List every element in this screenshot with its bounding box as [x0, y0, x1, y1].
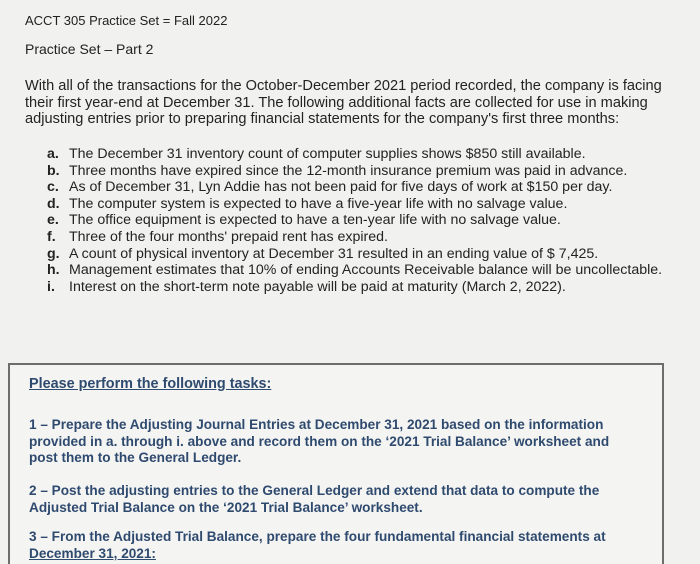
task-1: [29, 417, 649, 467]
task-3: [29, 529, 649, 562]
fact-text: The office equipment is expected to have a ten-year life with no salvage value.: [69, 212, 561, 229]
fact-text: The December 31 inventory count of computer supplies shows $850 still available.: [69, 146, 586, 162]
fact-item: [47, 146, 697, 163]
task-line: December 31, 2021:: [29, 545, 156, 561]
fact-text: Management estimates that 10% of ending Accounts Receivable balance will be uncollectable.: [69, 262, 663, 279]
adjustment-facts-list: [47, 146, 697, 295]
fact-text: A count of physical inventory at December 31 resulted in an ending value of $ 7,425.: [69, 245, 599, 262]
fact-letter: i.: [47, 278, 55, 295]
tasks-box: [8, 363, 664, 564]
task-line: provided in a. through i. above and record them on the ‘2021 Trial Balance’ worksheet and: [29, 433, 610, 449]
fact-letter: b.: [47, 162, 60, 179]
fact-letter: a.: [47, 146, 59, 162]
task-line: Adjusted Trial Balance on the ‘2021 Trial Balance’ worksheet.: [29, 499, 423, 515]
fact-item: [47, 179, 697, 196]
fact-item: [47, 246, 697, 263]
fact-letter: h.: [47, 262, 60, 279]
fact-letter: e.: [47, 212, 59, 229]
task-line: 3 – From the Adjusted Trial Balance, prepare the four fundamental financial statements at: [29, 529, 606, 544]
tasks-heading: Please perform the following tasks:: [29, 376, 272, 392]
fact-text: Three months have expired since the 12-month insurance premium was paid in advance.: [69, 162, 628, 179]
fact-text: As of December 31, Lyn Addie has not been paid for five days of work at $150 per day.: [69, 179, 613, 196]
fact-text: The computer system is expected to have a five-year life with no salvage value.: [69, 195, 568, 212]
fact-item: [47, 229, 697, 246]
task-line: 1 – Prepare the Adjusting Journal Entries at December 31, 2021 based on the information: [29, 417, 604, 432]
fact-text: Interest on the short-term note payable will be paid at maturity (March 2, 2022).: [69, 278, 566, 295]
fact-letter: d.: [47, 195, 60, 212]
fact-letter: c.: [47, 179, 59, 196]
fact-item: [47, 279, 697, 296]
task-2: [29, 483, 649, 516]
document-header-title: ACCT 305 Practice Set = Fall 2022: [25, 13, 228, 28]
intro-line: With all of the transactions for the October-December 2021 period recorded, the company is facing: [25, 78, 662, 94]
fact-item: [47, 163, 697, 180]
part-title: Practice Set – Part 2: [25, 41, 154, 57]
fact-item: [47, 262, 697, 279]
task-line: 2 – Post the adjusting entries to the General Ledger and extend that data to compute the: [29, 483, 600, 498]
fact-item: [47, 212, 697, 229]
fact-text: Three of the four months' prepaid rent has expired.: [69, 228, 388, 245]
fact-item: [47, 196, 697, 213]
task-line: post them to the General Ledger.: [29, 450, 242, 466]
fact-letter: g.: [47, 245, 60, 262]
intro-line: adjusting entries prior to preparing financial statements for the company's first three months:: [25, 111, 620, 127]
intro-paragraph: [25, 78, 675, 128]
intro-line: their first year-end at December 31. The following additional facts are collected for use in making: [25, 94, 648, 111]
fact-letter: f.: [47, 228, 56, 245]
